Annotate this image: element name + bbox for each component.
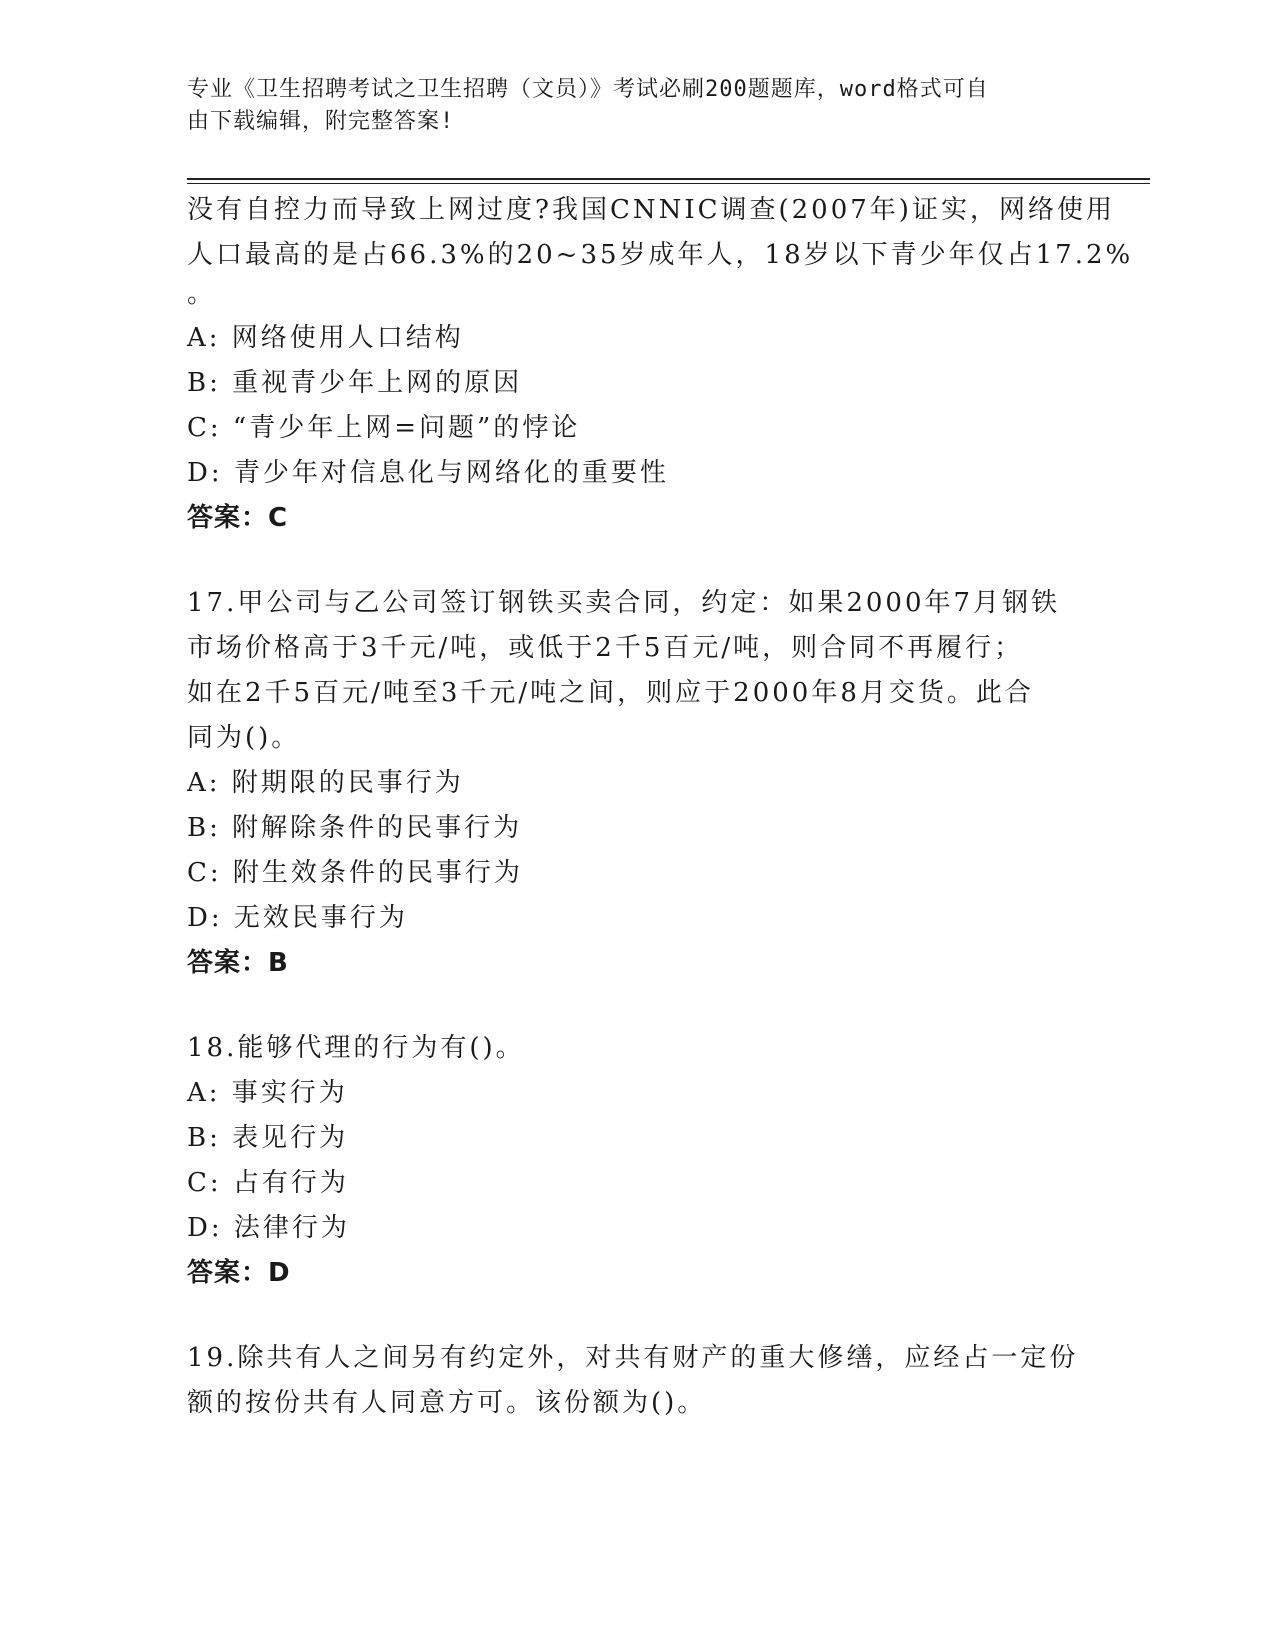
question-17 [187,581,1087,986]
option-b: B: 附解除条件的民事行为 [187,813,523,843]
spacer [187,986,1087,1026]
option-c: C: 附生效条件的民事行为 [187,858,523,888]
option-c: C: 占有行为 [187,1168,349,1198]
question-16 [187,188,1134,541]
question-list [187,188,1134,1426]
header-line-2: 由下载编辑，附完整答案! [187,109,455,134]
question-stem-line: 如在2千5百元/吨至3千元/吨之间，则应于2000年8月交货。此合 [187,678,1034,708]
option-d: D: 青少年对信息化与网络化的重要性 [187,458,669,488]
option-b: B: 表见行为 [187,1123,349,1153]
option-b: B: 重视青少年上网的原因 [187,368,523,398]
document-header [187,74,1067,138]
option-a: A: 网络使用人口结构 [187,323,464,353]
question-stem-line: 19.除共有人之间另有约定外，对共有财产的重大修缮，应经占一定份 [187,1343,1079,1373]
spacer [187,1296,1087,1336]
question-stem-line: 额的按份共有人同意方可。该份额为()。 [187,1388,707,1418]
answer-label: 答案：C [187,503,289,533]
question-stem-line: 18.能够代理的行为有()。 [187,1033,525,1063]
question-stem-line: 17.甲公司与乙公司签订钢铁买卖合同，约定：如果2000年7月钢铁 [187,588,1061,618]
spacer [187,541,1087,581]
option-d: D: 法律行为 [187,1213,350,1243]
answer-label: 答案：D [187,1258,291,1288]
header-line-1: 专业《卫生招聘考试之卫生招聘（文员）》考试必刷200题题库，word格式可自 [187,77,989,102]
question-stem-line: 。 [187,279,217,309]
option-a: A: 附期限的民事行为 [187,768,464,798]
question-stem-line: 没有自控力而导致上网过度?我国CNNIC调查(2007年)证实，网络使用 [187,195,1115,225]
option-a: A: 事实行为 [187,1078,348,1108]
option-c: C: “青少年上网=问题”的悖论 [187,413,581,443]
question-stem-line: 市场价格高于3千元/吨，或低于2千5百元/吨，则合同不再履行； [187,633,1024,663]
question-stem-line: 同为()。 [187,723,301,753]
question-18 [187,1026,1087,1296]
question-19 [187,1336,1087,1426]
option-d: D: 无效民事行为 [187,903,408,933]
answer-label: 答案：B [187,948,289,978]
header-divider [187,178,1150,184]
question-stem-line: 人口最高的是占66.3%的20~35岁成年人，18岁以下青少年仅占17.2% [187,240,1134,270]
